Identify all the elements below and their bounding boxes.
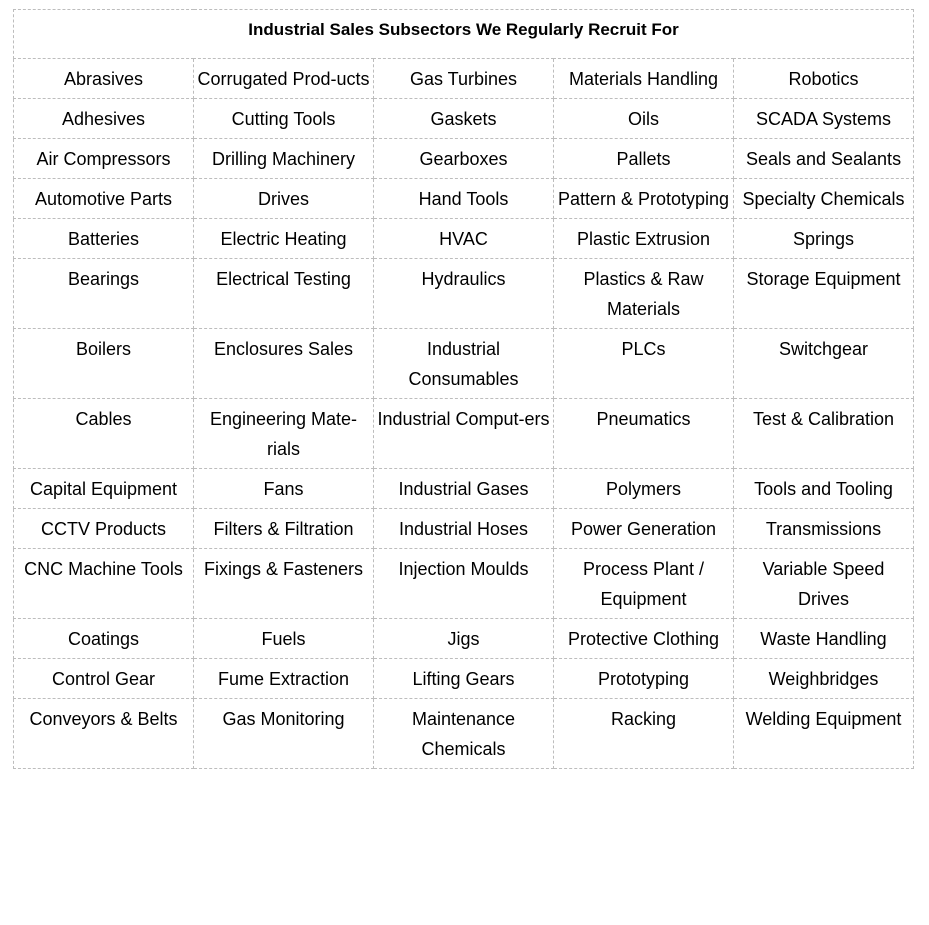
table-body [14, 59, 914, 769]
table-row [14, 659, 914, 699]
table-cell: Conveyors & Belts [14, 699, 194, 769]
table-cell: Industrial Consumables [374, 329, 554, 399]
subsectors-table [13, 9, 914, 769]
table-cell: Adhesives [14, 99, 194, 139]
table-cell: Protective Clothing [554, 619, 734, 659]
table-cell: PLCs [554, 329, 734, 399]
table-cell: Hand Tools [374, 179, 554, 219]
table-cell: Corrugated Prod-ucts [194, 59, 374, 99]
table-row [14, 399, 914, 469]
table-row [14, 699, 914, 769]
table-row [14, 179, 914, 219]
table-cell: Batteries [14, 219, 194, 259]
table-cell: Plastic Extrusion [554, 219, 734, 259]
table-row [14, 469, 914, 509]
table-cell: Gaskets [374, 99, 554, 139]
table-cell: Pattern & Prototyping [554, 179, 734, 219]
table-cell: Lifting Gears [374, 659, 554, 699]
table-cell: Drives [194, 179, 374, 219]
table-cell: Plastics & Raw Materials [554, 259, 734, 329]
table-cell: Engineering Mate-rials [194, 399, 374, 469]
table-cell: Polymers [554, 469, 734, 509]
table-cell: Industrial Hoses [374, 509, 554, 549]
table-cell: Control Gear [14, 659, 194, 699]
table-row [14, 329, 914, 399]
table-cell: Gearboxes [374, 139, 554, 179]
table-cell: Hydraulics [374, 259, 554, 329]
table-cell: HVAC [374, 219, 554, 259]
table-cell: Automotive Parts [14, 179, 194, 219]
table-cell: Industrial Gases [374, 469, 554, 509]
table-cell: Switchgear [734, 329, 914, 399]
table-cell: Variable Speed Drives [734, 549, 914, 619]
table-cell: Test & Calibration [734, 399, 914, 469]
table-cell: Weighbridges [734, 659, 914, 699]
table-cell: Electrical Testing [194, 259, 374, 329]
table-cell: Jigs [374, 619, 554, 659]
table-cell: Cutting Tools [194, 99, 374, 139]
table-cell: Fuels [194, 619, 374, 659]
table-cell: Abrasives [14, 59, 194, 99]
table-cell: Seals and Sealants [734, 139, 914, 179]
table-cell: Welding Equipment [734, 699, 914, 769]
table-cell: Maintenance Chemicals [374, 699, 554, 769]
table-cell: Pneumatics [554, 399, 734, 469]
table-header-row [14, 10, 914, 59]
table-cell: Power Generation [554, 509, 734, 549]
table-cell: Storage Equipment [734, 259, 914, 329]
table-row [14, 59, 914, 99]
table-cell: Enclosures Sales [194, 329, 374, 399]
table-cell: Drilling Machinery [194, 139, 374, 179]
table-row [14, 219, 914, 259]
table-cell: Transmissions [734, 509, 914, 549]
table-cell: Fixings & Fasteners [194, 549, 374, 619]
table-row [14, 139, 914, 179]
table-cell: Air Compressors [14, 139, 194, 179]
table-cell: Specialty Chemicals [734, 179, 914, 219]
table-cell: Fume Extraction [194, 659, 374, 699]
table-row [14, 99, 914, 139]
table-cell: Boilers [14, 329, 194, 399]
table-cell: CNC Machine Tools [14, 549, 194, 619]
table-cell: Capital Equipment [14, 469, 194, 509]
table-cell: Tools and Tooling [734, 469, 914, 509]
table-cell: Gas Monitoring [194, 699, 374, 769]
table-cell: CCTV Products [14, 509, 194, 549]
table-cell: Cables [14, 399, 194, 469]
table-cell: Racking [554, 699, 734, 769]
table-cell: Gas Turbines [374, 59, 554, 99]
table-cell: Coatings [14, 619, 194, 659]
table-cell: Injection Moulds [374, 549, 554, 619]
table-cell: Filters & Filtration [194, 509, 374, 549]
table-cell: Waste Handling [734, 619, 914, 659]
table-cell: Materials Handling [554, 59, 734, 99]
table-cell: Industrial Comput-ers [374, 399, 554, 469]
table-cell: Bearings [14, 259, 194, 329]
table-cell: Pallets [554, 139, 734, 179]
table-title: Industrial Sales Subsectors We Regularly Recruit For [14, 10, 914, 59]
table-cell: Springs [734, 219, 914, 259]
table-cell: Prototyping [554, 659, 734, 699]
table-cell: Robotics [734, 59, 914, 99]
table-cell: Oils [554, 99, 734, 139]
table-row [14, 509, 914, 549]
table-row [14, 549, 914, 619]
subsectors-table-wrapper [13, 9, 913, 769]
table-row [14, 619, 914, 659]
table-cell: Process Plant / Equipment [554, 549, 734, 619]
table-cell: SCADA Systems [734, 99, 914, 139]
table-cell: Fans [194, 469, 374, 509]
table-cell: Electric Heating [194, 219, 374, 259]
table-row [14, 259, 914, 329]
